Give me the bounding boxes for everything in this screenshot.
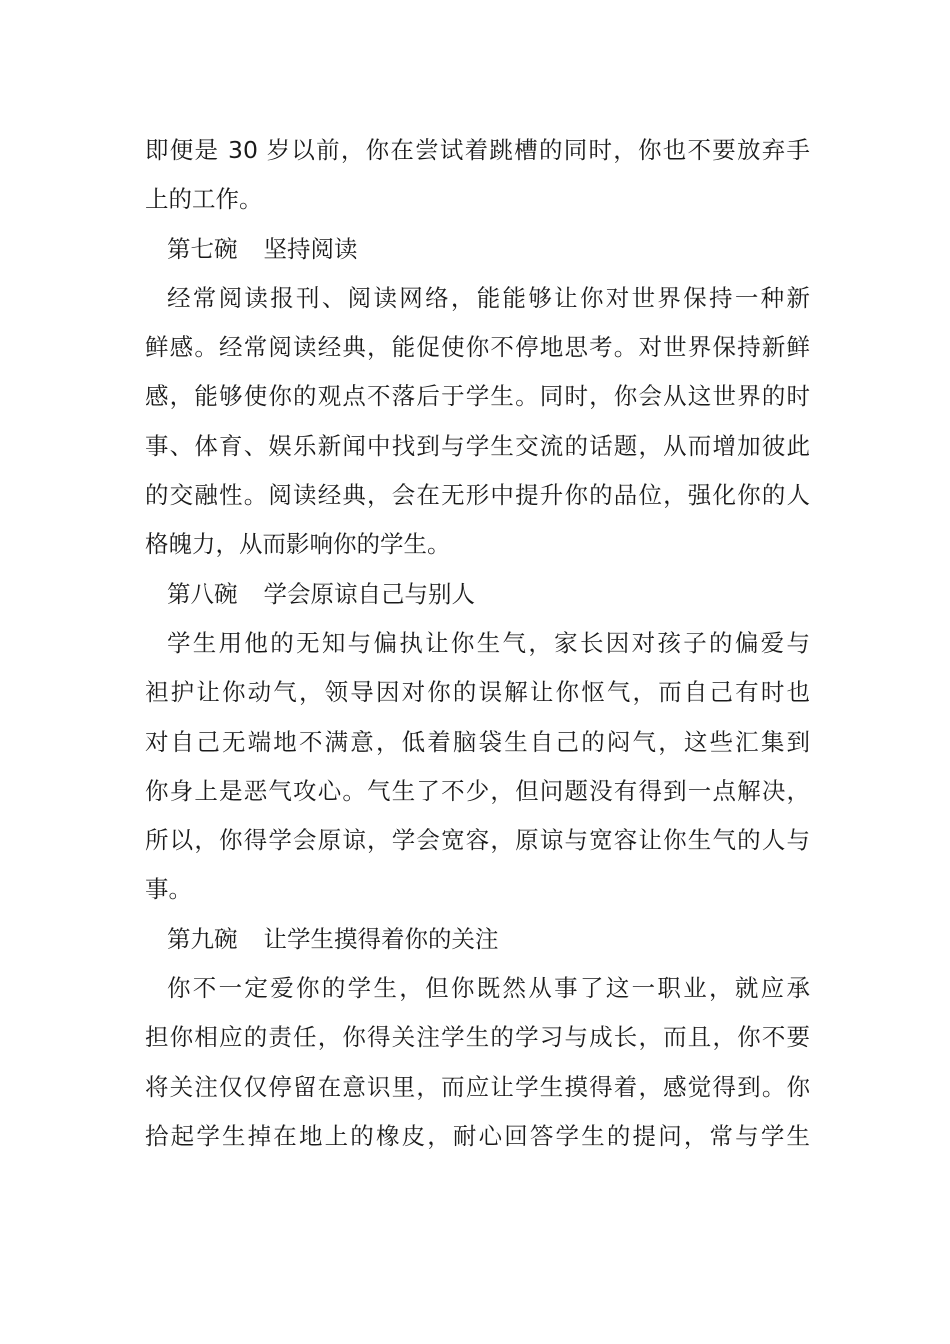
text-line: 学生用他的无知与偏执让你生气，家长因对孩子的偏爱与 bbox=[167, 628, 810, 657]
text-line: 上的工作。 bbox=[145, 185, 263, 214]
paragraph bbox=[145, 619, 810, 915]
text-line: 担你相应的责任，你得关注学生的学习与成长，而且，你不要 bbox=[145, 1023, 810, 1052]
text-line: 拾起学生掉在地上的橡皮，耐心回答学生的提问，常与学生 bbox=[145, 1121, 810, 1150]
paragraph bbox=[145, 274, 810, 570]
section-title: 让学生摸得着你的关注 bbox=[263, 924, 499, 953]
section-heading bbox=[145, 570, 810, 619]
text-line: 对自己无端地不满意，低着脑袋生自己的闷气，这些汇集到 bbox=[145, 727, 810, 756]
section-title: 学会原谅自己与别人 bbox=[263, 579, 475, 608]
text-line: 袒护让你动气，领导因对你的误解让你怄气，而自己有时也 bbox=[145, 678, 810, 707]
section-heading bbox=[145, 225, 810, 274]
section-number: 第九碗 bbox=[167, 924, 238, 953]
text-line: 你身上是恶气攻心。气生了不少，但问题没有得到一点解决， bbox=[145, 776, 810, 805]
text-line: 事。 bbox=[145, 875, 192, 904]
text-line: 经常阅读报刊、阅读网络，能能够让你对世界保持一种新 bbox=[167, 283, 810, 312]
section-heading bbox=[145, 915, 810, 964]
text-line: 事、体育、娱乐新闻中找到与学生交流的话题，从而增加彼此 bbox=[145, 431, 810, 460]
text-line: 格魄力，从而影响你的学生。 bbox=[145, 530, 451, 559]
paragraph bbox=[145, 964, 810, 1161]
text-line: 即便是 30 岁以前，你在尝试着跳槽的同时，你也不要放弃手 bbox=[145, 136, 810, 164]
text-line: 将关注仅仅停留在意识里，而应让学生摸得着，感觉得到。你 bbox=[145, 1072, 810, 1101]
text-line: 所以，你得学会原谅，学会宽容，原谅与宽容让你生气的人与 bbox=[145, 826, 810, 855]
section-title: 坚持阅读 bbox=[263, 234, 358, 263]
section-number: 第八碗 bbox=[167, 579, 238, 608]
text-line: 感，能够使你的观点不落后于学生。同时，你会从这世界的时 bbox=[145, 382, 810, 411]
text-line: 的交融性。阅读经典，会在无形中提升你的品位，强化你的人 bbox=[145, 481, 810, 510]
section-number: 第七碗 bbox=[167, 234, 238, 263]
paragraph bbox=[145, 126, 810, 225]
text-line: 鲜感。经常阅读经典，能促使你不停地思考。对世界保持新鲜 bbox=[145, 333, 810, 362]
text-line: 你不一定爱你的学生，但你既然从事了这一职业，就应承 bbox=[167, 974, 810, 1003]
document-body bbox=[145, 126, 810, 1161]
